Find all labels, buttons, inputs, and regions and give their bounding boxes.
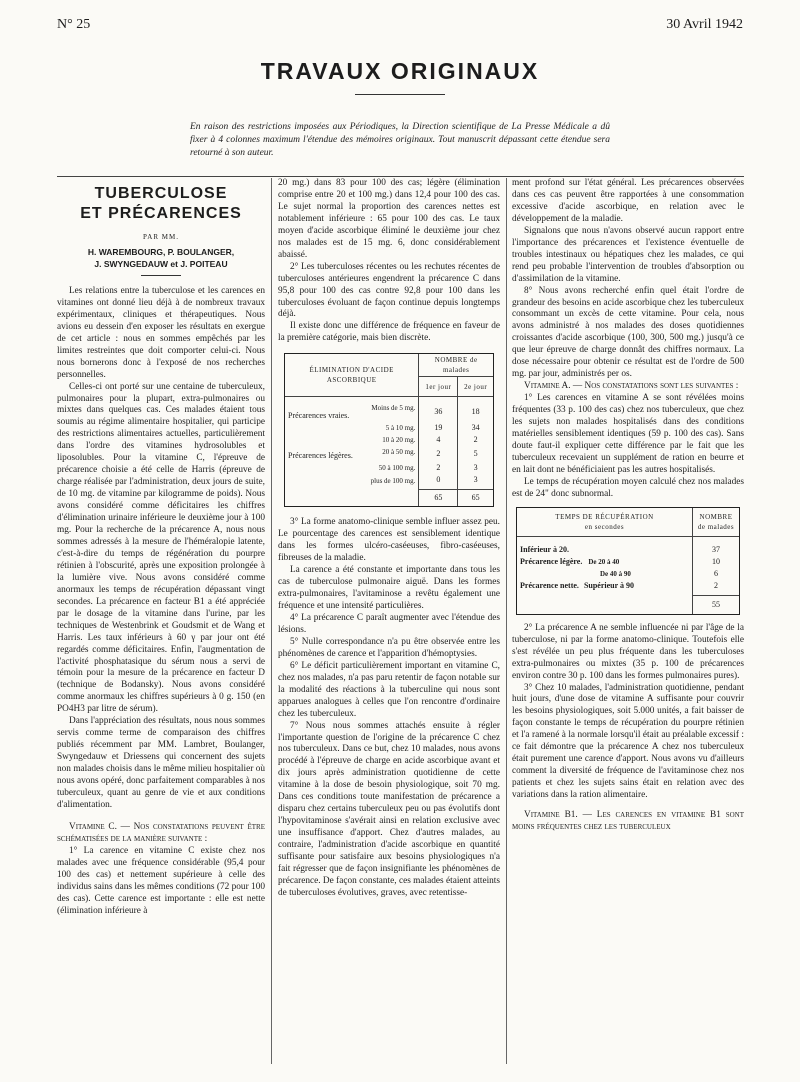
column-1 [57,178,265,918]
table-cell: 10 [693,556,740,568]
table-cell: 4 [419,434,458,446]
paragraph: Celles-ci ont porté sur une centaine de tuberculeux, pulmonaires pour la plupart, extra-pulmonaires ou mixtes dans quelques cas. Ces malades étaient tous soumis au régime alimentaire hospitalier, qui participe des restrictions alimentaires actuelles, particulièrement dans l'ordre des vitamines hydrosolubles et liposolubles. Pour la vitamine C, l'épreuve de précarence choisie a été celle de Harris (épreuve de charge réalisée par l'administration, deux jours de suite, de 10 mg. de vitamine par kilogramme de poids). Nous avons considéré comme déficitaires les chiffres d'élimination urinaire inférieure le deuxième jour à 100 mg. Pour la recherche de la précarence A, nous nous sommes adressés à la mesure de l'héméralopie latente, c'est-à-dire du temps de régénération du pourpre rétinien à l'obscurité, après une exposition prolongée à la lumière vive. Nous avons considéré comme anormaux les temps de récupération dépassant vingt secondes. La précarence en facteur B1 a été appréciée par le dosage de la vitamine dans l'urine, par les techniques de Westenbrink et Goudsmit et de Wang et Harris. Les taux inférieurs à 60 γ par jour ont été regardés comme déficitaires. Enfin, l'augmentation de l'activité phosphatasique du sérum nous a servi de témoin pour la mesure de la précarence en facteur D (technique de Bodansky). Nous avons considéré comme anormaux les chiffres supérieurs à 0 g. 150 (en PO4H3 par litre de sérum). [57,381,265,715]
paragraph: Le temps de récupération moyen calculé chez nos malades est de 24" donc subnormal. [512,476,744,499]
table-cell: 2 [458,434,493,446]
paragraph: 7° Nous nous sommes attachés ensuite à régler l'importante question de l'origine de la précarence C chez nos tuberculeux. Dans ce but, chez 10 malades, nous avons procédé à l'épreuve de charge en acide ascorbique avant et dix jours après administration quotidienne de cette vitamine à la dose de besoin physiologique, soit 70 mg. Dans ces conditions toute manifestation de précarence a disparu chez certains tuberculeux peu ou pas évolutifs dont l'hypovitaminose s'avérait ainsi en relation exclusive avec une insuffisance d'apport. Chez d'autres malades, au contraire, l'administration d'acide ascorbique en quantité suffisante pour satisfaire aux besoins physiologiques n'a fait régresser que de façon insignifiante les phénomènes de précarence. De façon constante, ces malades étaient atteints de tuberculoses évolutives, graves, avec retentisse- [278,720,500,898]
paragraph: 20 mg.) dans 83 pour 100 des cas; légère (élimination comprise entre 20 et 100 mg.) dans 12,4 pour 100 des cas. Le sujet normal la proportion des carences nettes est notablement inférieure : 65 pour 100 des cas. Le taux moyen d'acide ascorbique éliminé le deuxième jour chez nos malades est de 15 mg. 6, donc considérablement abaissé. [278,178,500,260]
column-2 [278,178,500,900]
table-range: 50 à 100 mg. [378,464,416,473]
table-col-header: 1er jour [419,377,458,397]
table-cell-label [517,580,693,596]
table-total: 55 [693,595,740,614]
table-group-header: NOMBRE de malades [419,354,493,377]
paragraph: Les relations entre la tuberculose et les carences en vitamines ont donné lieu déjà à de nombreux travaux expérimentaux, cliniques et thérapeutiques. Nous avions eu dessein d'en exposer les résultats en exergue de cet article : nous en sommes empêchés par les limites restreintes que doit comporter celui-ci. Nous nous bornerons donc à l'exposé de nos recherches personnelles. [57,285,265,380]
column-3 [512,178,744,834]
paragraph: Vitamine A. — Nos constatations sont les suivantes : [524,381,739,392]
table-cell: 34 [458,422,493,434]
article-title [57,184,265,224]
column-divider [271,178,272,1064]
paragraph: 6° Le déficit particulièrement important en vitamine C, chez nos malades, n'a pas paru retentir de façon notable sur la modalité des réactions à la tuberculine qui nous sont apparues analogues à celles que l'on rencontre d'ordinaire chez les tuberculeux. [278,660,500,719]
section-title: TRAVAUX ORIGINAUX [260,58,540,84]
table-cell-label [285,422,419,434]
table-cell: 2 [693,580,740,596]
paragraph: 3° Chez 10 malades, l'administration quotidienne, pendant huit jours, d'une dose de vitamine A suffisante pour couvrir les besoins physiologiques, soit 5.000 unités, a fait baisser de façon constante le temps de récupération du pourpre rétinien et l'a ramené à la normale lorsqu'il était au préalable excessif : ce fait démontre que la précarence A chez nos tuberculeux était purement une carence d'apport. Nous avons vu d'ailleurs comment la diversité de fréquence de l'avitaminose chez nos patients et chez les sujets sains était en relation avec des variations dans la ration alimentaire. [512,682,744,801]
table-cell: 2 [419,462,458,474]
row-label: Précarence nette. [520,580,579,590]
table-cell-label [517,536,693,556]
table-cell-label [285,474,419,490]
table-recovery [516,507,740,615]
group-label: Précarences légères. [288,451,353,461]
table-range: 5 à 10 mg. [385,424,416,433]
paragraph: La carence a été constante et importante dans tous les cas de tuberculose pulmonaire aiguë. Dans les formes extra-pulmonaires, l'avitaminose a revêtu également une fréquence et une intensité particulières. [278,565,500,612]
group-label: Précarences vraies. [288,411,350,421]
editorial-note: En raison des restrictions imposées aux Périodiques, la Direction scientifique de La Presse Médicale a dû fixer à 4 colonnes maximum l'étendue des mémoires originaux. Tout manuscrit dépassant cette étendue sera retourné à son auteur. [190,122,610,158]
table-cell: 18 [458,397,493,423]
table-cell-label [517,556,693,568]
table-cell-label [285,446,419,462]
table-title-text: TEMPS DE RÉCUPÉRATION [555,512,654,521]
title-separator [141,275,181,276]
paragraph: 2° La précarence A ne semble influencée ni par l'âge de la tuberculose, ni par la forme anatomo-clinique. Toutefois elle s'est révélée un peu plus fréquente dans les tuberculoses extra-pulmonaires ou mixtes (35 p. 100 de précarences environ contre 30 p. 100 dans les formes pulmonaires pures). [512,622,744,681]
table-range: 20 à 50 mg. [382,448,416,457]
by-line: PAR MM. [143,233,179,241]
paragraph: 2° Les tuberculoses récentes ou les rechutes récentes de tuberculoses antérieures engendrent la précarence C dans 95,8 pour 100 des cas contre 92,8 pour 100 dans les tuberculoses évoluant de façon continue depuis longtemps déjà. [278,261,500,320]
authors-line: J. SWYNGEDAUW et J. POITEAU [94,258,228,269]
table-range: plus de 100 mg. [370,476,416,485]
table-cell-label [285,462,419,474]
table-cell-label [517,568,693,580]
table-total: 65 [458,490,493,507]
title-line: TUBERCULOSE [94,185,228,202]
table-title [517,508,693,537]
table-cell: 2 [419,446,458,462]
row-detail: De 40 à 90 [600,569,631,578]
table-ascorbic [284,353,494,507]
table-cell: 37 [693,536,740,556]
paragraph: Signalons que nous n'avons observé aucun rapport entre l'importance des précarences et l'existence éventuelle de troubles intestinaux ou hépatiques chez les malades, ce qui rend peu probable l'intervention de troubles d'absorption ou d'assimilation de la vitamine. [512,225,744,284]
title-line: ET PRÉCARENCES [80,205,242,222]
paragraph: 5° Nulle correspondance n'a pu être observée entre les phénomènes de carence et l'apparition d'hémoptysies. [278,636,500,659]
paragraph: Vitamine B1. — Les carences en vitamine B1 sont moins fréquentes chez les tuberculeux [512,810,744,832]
table-col-header: 2e jour [458,377,493,397]
title-rule [355,94,445,95]
paragraph: 1° La carence en vitamine C existe chez nos malades avec une fréquence considérable (95,4 pour 100 des cas) et nettement supérieure à celle des individus sains dans les mêmes conditions (72 pour 100 des cas). Cette carence est importante : elle est nette (élimination inférieure à [57,845,265,916]
paragraph: Il existe donc une différence de fréquence en faveur de la première catégorie, mais bien discrète. [278,321,500,344]
row-label: Inférieur à 20. [520,544,569,554]
table-cell: 6 [693,568,740,580]
header-issue: N° 25 [57,17,91,32]
paragraph: 4° La précarence C paraît augmenter avec l'étendue des lésions. [278,612,500,635]
table-cell: 3 [458,474,493,490]
header-date: 30 Avril 1942 [666,17,743,32]
table-subtitle: en secondes [584,522,625,531]
paragraph: 8° Nous avons recherché enfin quel était l'ordre de grandeur des besoins en acide ascorbique chez les tuberculeux consommant un excès de cette vitamine. Pour cela, nous avons administré à nos malades des doses quotidiennes croissantes d'acide ascorbique (100, 300, 500 mg.) jusqu'à ce que leur épreuve de charge donnât des chiffres normaux. La dose nécessaire pour obtenir ce résultat est de l'ordre de 500 mg. par jour, administrés per os. [512,285,744,380]
paragraph: 3° La forme anatomo-clinique semble influer assez peu. Le pourcentage des carences est sensiblement identique dans les formes ulcéro-caséeuses, fibro-caséeuses, fibreuses de la maladie. [278,517,500,564]
row-detail: Supérieur à 90 [583,580,635,590]
paragraph: 1° Les carences en vitamine A se sont révélées moins fréquentes (33 p. 100 des cas) chez nos tuberculeux, que chez les sujets non malades hospitalisés dans des conditions matérielles sensiblement identiques (59 p. 100 des cas). Sans doute faut-il expliquer cette différence par le fait que les tuberculeux recevaient un supplément de ration en beurre et en lait dont ne bénéficiaient pas les autres hospitalisés. [512,393,744,475]
column-divider [506,178,507,1064]
table-title: ÉLIMINATION D'ACIDE ASCORBIQUE [285,354,419,397]
authors-line: H. WAREMBOURG, P. BOULANGER, [87,246,235,257]
table-cell-label [285,434,419,446]
row-label: Précarence légère. [520,556,583,566]
table-cell-label [285,397,419,423]
table-range: 10 à 20 mg. [382,436,416,445]
table-cell: 5 [458,446,493,462]
table-cell: 0 [419,474,458,490]
top-rule [57,176,744,177]
row-detail: De 20 à 40 [588,557,620,566]
paragraph: Vitamine C. — Nos constatations peuvent être schématisées de la manière suivante : [57,821,265,844]
paragraph: ment profond sur l'état général. Les précarences observées dans ces cas peuvent être rapportées à une consommation excessive d'acide ascorbique, en relation avec le développement de la maladie. [512,178,744,224]
paragraph: Dans l'appréciation des résultats, nous nous sommes servis comme terme de comparaison des chiffres publiés récemment par MM. Lambret, Boulanger, Swyngedauw et Driessens qui concernent des sujets non malades choisis dans le même milieu hospitalier où nous avons opéré, donc parfaitement comparables à nos tuberculeux, quant au genre de vie et aux conditions d'alimentation. [57,716,265,810]
table-cell: 3 [458,462,493,474]
authors [57,246,265,270]
table-total: 65 [419,490,458,507]
table-range: Moins de 5 mg. [371,404,416,413]
table-cell: 36 [419,397,458,423]
table-cell: 19 [419,422,458,434]
table-col-header: NOMBRE de malades [693,508,740,537]
